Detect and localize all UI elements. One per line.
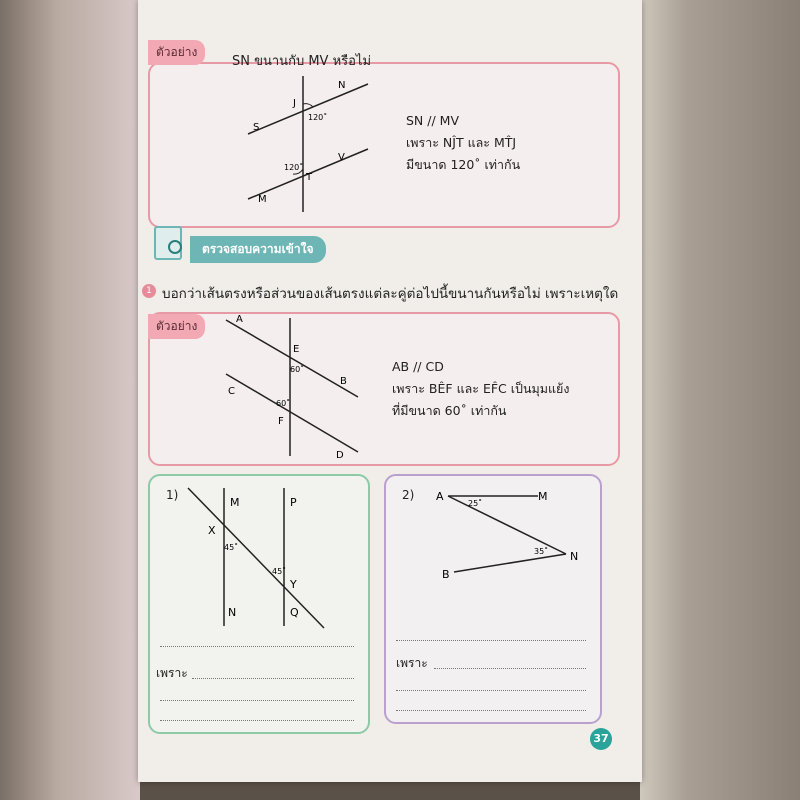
question-number: 1 (142, 284, 156, 298)
point-d: D (336, 450, 344, 460)
angle-n: 35˚ (534, 547, 549, 556)
example2-answer-line2: เพราะ BÊF และ EF̂C เป็นมุมแย้ง (392, 381, 570, 396)
point-q: Q (290, 606, 299, 619)
answer-line[interactable] (160, 646, 354, 647)
point-a: A (236, 314, 243, 325)
point-f: F (278, 416, 284, 427)
example1-diagram (238, 74, 398, 214)
example2-diagram (218, 312, 368, 460)
point-m: M (258, 194, 267, 205)
point-a: A (436, 490, 444, 503)
example1-answer-line2: เพราะ NĴT และ MT̂J (406, 135, 517, 150)
point-v: V (338, 152, 345, 163)
point-b: B (442, 568, 450, 581)
example1-answer (406, 110, 520, 176)
question-text: บอกว่าเส้นตรงหรือส่วนของเส้นตรงแต่ละคู่ต่อไปนี้ขนานกันหรือไม่ เพราะเหตุใด (162, 286, 619, 302)
exercise1-diagram (178, 480, 338, 630)
exercise1-because: เพราะ (156, 666, 188, 680)
example1-question: SN ขนานกับ MV หรือไม่ (232, 54, 372, 69)
answer-line[interactable] (396, 710, 586, 711)
angle-a: 25˚ (468, 499, 483, 508)
point-m: M (538, 490, 548, 503)
background-left (0, 0, 140, 800)
point-n: N (228, 606, 237, 619)
answer-line[interactable] (160, 720, 354, 721)
page-number: 37 (590, 728, 612, 750)
answer-line[interactable] (160, 700, 354, 701)
point-b: B (340, 376, 347, 387)
angle-t: 120˚ (284, 163, 304, 172)
point-n: N (570, 550, 579, 563)
angle-j: 120˚ (308, 113, 328, 122)
example-tag-1: ตัวอย่าง (148, 40, 205, 65)
exercise2-diagram (428, 484, 588, 584)
point-x: X (208, 524, 216, 537)
point-y: Y (290, 578, 297, 591)
exercise2-number: 2) (402, 488, 415, 502)
angle-e: 60˚ (290, 365, 305, 374)
example1-answer-line3: มีขนาด 120˚ เท่ากัน (406, 157, 521, 172)
answer-line[interactable] (434, 668, 586, 669)
point-t: T (306, 172, 313, 183)
example1-answer-line1: SN // MV (406, 113, 459, 128)
point-j: J (293, 98, 296, 109)
point-c: C (228, 386, 235, 397)
point-n: N (338, 80, 346, 91)
example2-answer-line3: ที่มีขนาด 60˚ เท่ากัน (392, 403, 507, 418)
answer-line[interactable] (396, 640, 586, 641)
exercise2-because: เพราะ (396, 656, 428, 670)
example2-answer-line1: AB // CD (392, 359, 444, 374)
point-p: P (290, 496, 297, 509)
answer-line[interactable] (192, 678, 354, 679)
exercise1-number: 1) (166, 488, 179, 502)
background-right (640, 0, 800, 800)
example2-answer (392, 356, 569, 422)
angle-y: 45˚ (272, 567, 287, 576)
workbook-page (138, 0, 642, 782)
point-e: E (293, 344, 300, 355)
angle-f: 60˚ (276, 399, 291, 408)
section-badge: ตรวจสอบความเข้าใจ (190, 236, 326, 263)
point-m: M (230, 496, 240, 509)
magnifier-icon (168, 240, 182, 254)
angle-x: 45˚ (224, 543, 239, 552)
example-tag-2: ตัวอย่าง (148, 314, 205, 339)
point-s: S (253, 122, 260, 133)
answer-line[interactable] (396, 690, 586, 691)
